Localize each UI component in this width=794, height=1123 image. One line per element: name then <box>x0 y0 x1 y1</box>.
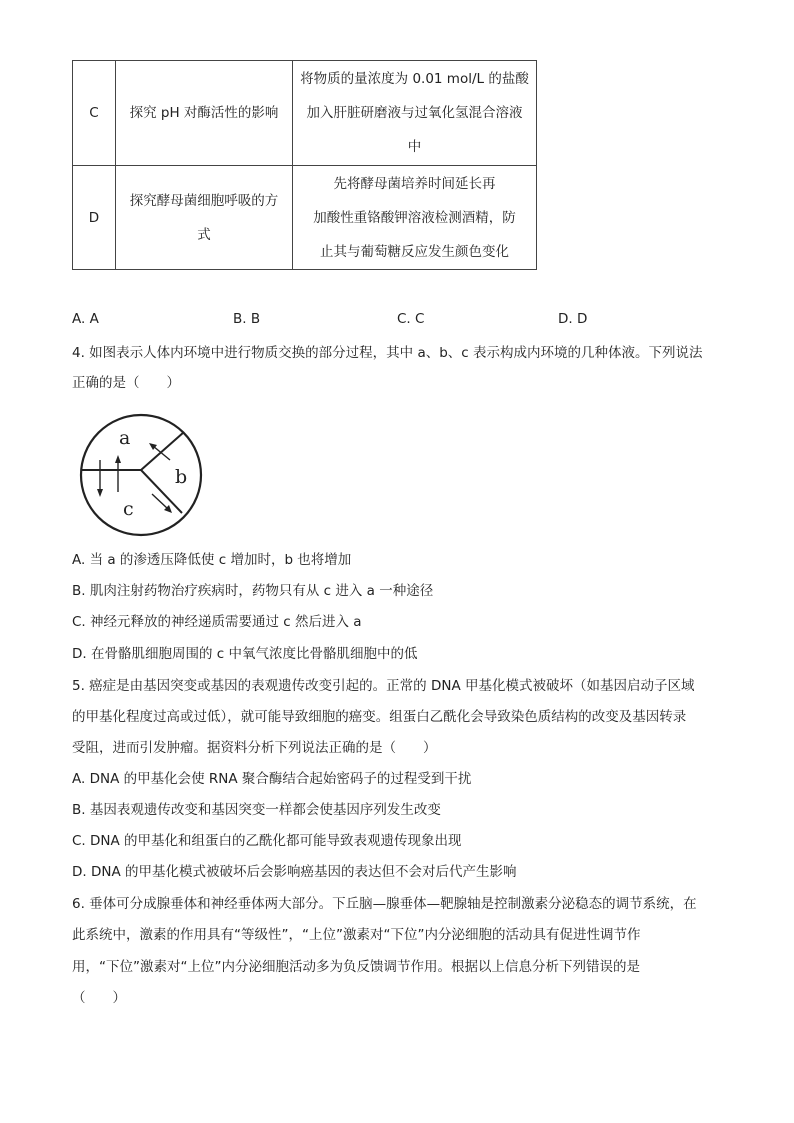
q5-option-b[interactable]: B. 基因表观遗传改变和基因突变一样都会使基因序列发生改变 <box>72 802 441 818</box>
row-letter: C <box>73 61 116 166</box>
q4-option-c[interactable]: C. 神经元释放的神经递质需要通过 c 然后进入 a <box>72 614 362 630</box>
row-method <box>293 61 537 166</box>
q5-stem-line: 的甲基化程度过高或过低），就可能导致细胞的癌变。组蛋白乙酰化会导致染色质结构的改变及基因转录 <box>72 709 687 725</box>
arrow-up-icon <box>115 455 121 492</box>
q6-stem-line: 此系统中，激素的作用具有“等级性”，“上位”激素对“下位”内分泌细胞的活动具有促进性调节作 <box>72 927 641 943</box>
method-line: 先将酵母菌培养时间延长再 <box>333 175 496 192</box>
divider-upper <box>141 432 184 470</box>
arrow-diagonal-up-icon <box>149 443 170 460</box>
method-line: 加酸性重铬酸钾溶液检测酒精，防 <box>313 209 516 226</box>
q6-stem-line: 用，“下位”激素对“上位”内分泌细胞活动多为负反馈调节作用。根据以上信息分析下列错误的是 <box>72 959 640 975</box>
q3-options <box>0 311 794 329</box>
label-c: c <box>123 498 134 520</box>
q3-option-a[interactable]: A. A <box>72 311 99 327</box>
q4-option-a[interactable]: A. 当 a 的渗透压降低使 c 增加时，b 也将增加 <box>72 552 352 568</box>
row-topic: 探究 pH 对酶活性的影响 <box>116 61 293 166</box>
table-row-d <box>73 166 537 270</box>
topic-line: 探究酵母菌细胞呼吸的方 <box>129 192 279 209</box>
q4-option-d[interactable]: D. 在骨骼肌细胞周围的 c 中氧气浓度比骨骼肌细胞中的低 <box>72 646 418 662</box>
q6-stem-line: （ ） <box>72 990 126 1006</box>
table-row-c <box>73 61 537 166</box>
row-topic <box>116 166 293 270</box>
q4-stem-line: 正确的是（ ） <box>72 375 180 391</box>
q3-option-d[interactable]: D. D <box>558 311 588 327</box>
q5-stem-line: 受阻，进而引发肿瘤。据资料分析下列说法正确的是（ ） <box>72 740 437 756</box>
row-method <box>293 166 537 270</box>
q3-option-c[interactable]: C. C <box>397 311 425 327</box>
q5-option-d[interactable]: D. DNA 的甲基化模式被破坏后会影响癌基因的表达但不会对后代产生影响 <box>72 864 517 880</box>
q3-option-b[interactable]: B. B <box>233 311 261 327</box>
row-letter: D <box>73 166 116 270</box>
q4-stem-line: 4. 如图表示人体内环境中进行物质交换的部分过程，其中 a、b、c 表示构成内环境的几种体液。下列说法 <box>72 345 703 361</box>
arrow-diagonal-down-icon <box>152 494 172 513</box>
label-b: b <box>175 466 188 488</box>
topic-line: 式 <box>197 226 211 243</box>
method-line: 止其与葡萄糖反应发生颜色变化 <box>320 243 509 260</box>
q5-option-a[interactable]: A. DNA 的甲基化会使 RNA 聚合酶结合起始密码子的过程受到干扰 <box>72 771 472 787</box>
method-line: 将物质的量浓度为 0.01 mol/L 的盐酸 <box>300 71 529 87</box>
q5-stem-line: 5. 癌症是由基因突变或基因的表观遗传改变引起的。正常的 DNA 甲基化模式被破坏（如基因启动子区域 <box>72 678 695 694</box>
body-fluid-diagram <box>78 412 204 538</box>
method-line: 中 <box>407 139 422 155</box>
q4-option-b[interactable]: B. 肌肉注射药物治疗疾病时，药物只有从 c 进入 a 一种途径 <box>72 583 434 599</box>
options-table <box>72 60 537 270</box>
q6-stem-line: 6. 垂体可分成腺垂体和神经垂体两大部分。下丘脑—腺垂体—靶腺轴是控制激素分泌稳态的调节系统，在 <box>72 896 697 912</box>
q5-option-c[interactable]: C. DNA 的甲基化和组蛋白的乙酰化都可能导致表观遗传现象出现 <box>72 833 462 849</box>
arrow-down-icon <box>97 460 103 497</box>
label-a: a <box>119 427 131 449</box>
method-line: 加入肝脏研磨液与过氧化氢混合溶液 <box>306 105 523 121</box>
